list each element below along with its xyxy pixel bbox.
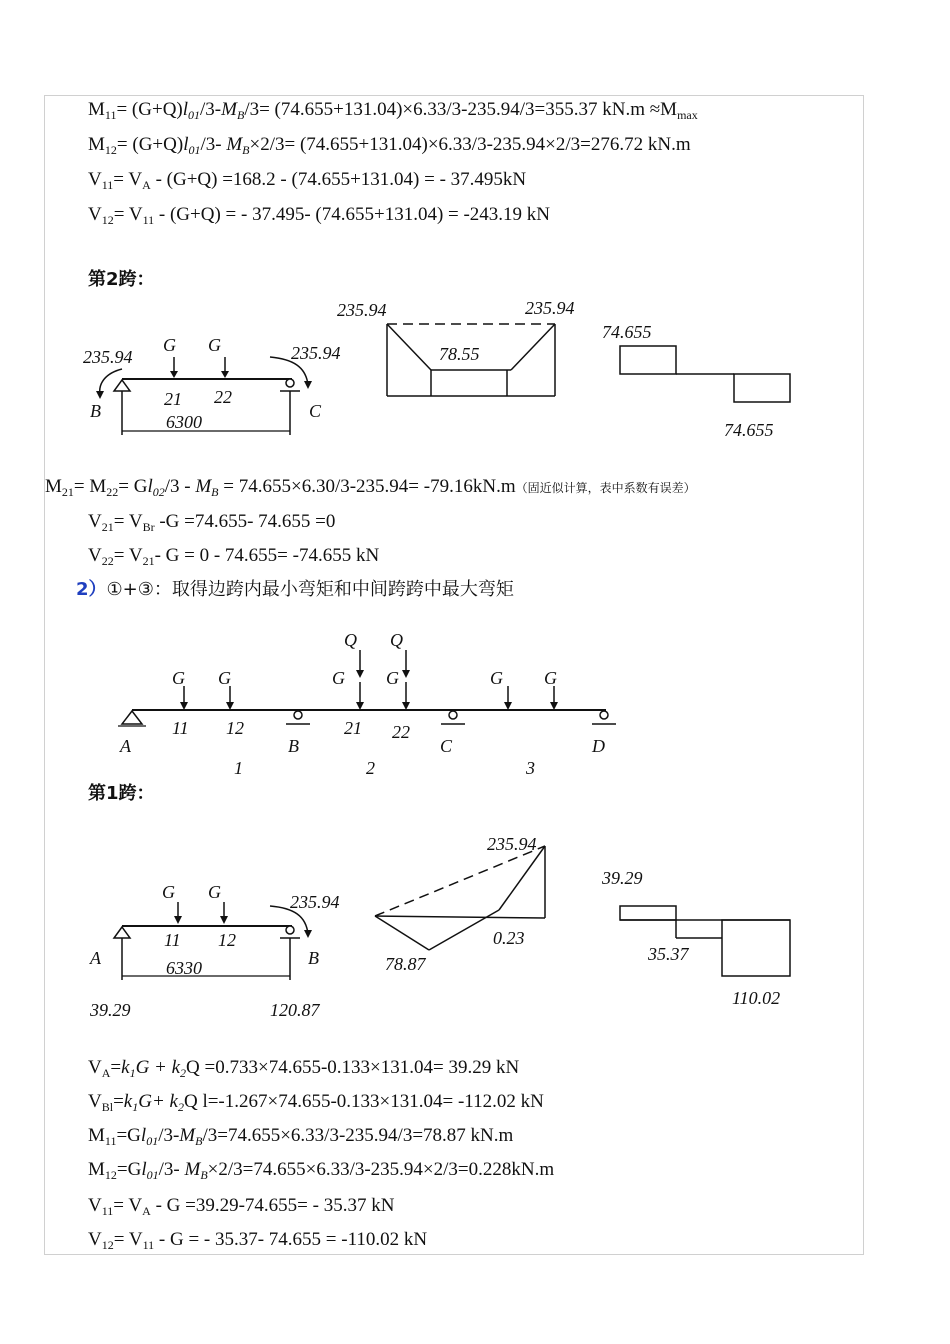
- formula-v11-top: $V_{11}= V_A - (G+Q) =168.2 - (74.655+131.04)$ = - 37.495kN: [88, 169, 527, 192]
- svg-text:G: G: [172, 668, 185, 688]
- svg-text:235.94: 235.94: [83, 347, 133, 367]
- svg-text:G: G: [163, 335, 176, 355]
- step-2-heading: 2）①+③：取得边跨内最小弯矩和中间跨跨中最大弯矩: [76, 579, 514, 600]
- svg-text:74.655: 74.655: [602, 322, 652, 342]
- svg-text:D: D: [592, 736, 605, 756]
- svg-text:235.94: 235.94: [525, 298, 575, 318]
- formula-v12-bottom: $V_{12}= V_{11} - G$ = - 35.37- 74.655 = -110.02 kN: [88, 1229, 428, 1252]
- span2-moment-diagram: [335, 292, 595, 412]
- formula-m12-top: $M_{12}= (G+Q)l_{01}/3-$ $M_B\times 2/3= (74.655+131.04)\times 6.33/3-235.94\times 2/3=276.72$ kN.m: [88, 134, 691, 157]
- formula-m21: $M_{21}= M_{22}= Gl_{02}/3 - M_B = 74.655\times 6.30/3-235.94= -79.16kN.m$（固近似计算，表中系数有误差）: [45, 476, 696, 499]
- svg-text:35.37: 35.37: [648, 944, 689, 964]
- svg-text:22: 22: [392, 722, 410, 742]
- svg-text:235.94: 235.94: [487, 834, 537, 854]
- svg-text:21: 21: [344, 718, 362, 738]
- svg-text:78.87: 78.87: [385, 954, 426, 974]
- formula-vbl: $V_{Bl}=k_1G+ k_2Q$ l=-1.267×74.655-0.133×131.04= -112.02 kN: [88, 1091, 544, 1114]
- svg-text:G: G: [386, 668, 399, 688]
- svg-text:12: 12: [226, 718, 244, 738]
- span1-shear-diagram: [600, 862, 800, 1012]
- svg-text:235.94: 235.94: [290, 892, 340, 912]
- svg-text:3: 3: [526, 758, 535, 778]
- svg-text:G: G: [490, 668, 503, 688]
- span2-shear-diagram: [600, 316, 800, 446]
- span2-beam-diagram: [78, 325, 358, 445]
- svg-text:78.55: 78.55: [439, 344, 480, 364]
- svg-text:74.655: 74.655: [724, 420, 774, 440]
- svg-text:G: G: [332, 668, 345, 688]
- svg-text:G: G: [162, 882, 175, 902]
- svg-text:6300: 6300: [166, 412, 202, 432]
- span1-heading: 第1跨：: [88, 783, 155, 804]
- formula-v12-top: $V_{12}= V_{11} - (G+Q)$ = - 37.495- (74.655+131.04) = -243.19 kN: [88, 204, 551, 227]
- svg-text:Q: Q: [344, 630, 357, 650]
- svg-text:Q: Q: [390, 630, 403, 650]
- svg-text:39.29: 39.29: [90, 1000, 131, 1020]
- svg-text:A: A: [120, 736, 131, 756]
- svg-text:6330: 6330: [166, 958, 202, 978]
- formula-v22: $V_{22}= V_{21}-$ G = 0 - 74.655= -74.655 kN: [88, 545, 380, 568]
- svg-text:C: C: [440, 736, 453, 756]
- formula-m11-top: $M_{11}= (G+Q)l_{01}/3-M_B/3= (74.655+131.04)\times 6.33/3-235.94/3=355.37$ $kN.m \approx M_{max}$: [88, 99, 698, 122]
- svg-text:1: 1: [234, 758, 243, 778]
- svg-text:G: G: [218, 668, 231, 688]
- svg-text:110.02: 110.02: [732, 988, 781, 1008]
- svg-text:0.23: 0.23: [493, 928, 525, 948]
- svg-text:G: G: [208, 882, 221, 902]
- svg-text:235.94: 235.94: [291, 343, 341, 363]
- svg-text:B: B: [288, 736, 299, 756]
- svg-text:120.87: 120.87: [270, 1000, 320, 1020]
- svg-text:G: G: [544, 668, 557, 688]
- svg-text:B: B: [308, 948, 319, 968]
- svg-text:B: B: [90, 401, 101, 421]
- formula-v21: $V_{21}= V_{Br}$ -G =74.655- 74.655 =0: [88, 511, 336, 534]
- span1-beam-diagram: [82, 872, 362, 1022]
- svg-text:11: 11: [164, 930, 181, 950]
- svg-text:2: 2: [366, 758, 375, 778]
- formula-v11-bottom: $V_{11}= V_A - G =39.29-74.655= - 35.37$ kN: [88, 1195, 395, 1218]
- svg-text:235.94: 235.94: [337, 300, 387, 320]
- svg-text:39.29: 39.29: [602, 868, 643, 888]
- formula-m11-bottom: $M_{11}=Gl_{01}/3-M_B/3=74.655\times 6.33/3-235.94/3=78.87$ kN.m: [88, 1125, 514, 1148]
- svg-text:A: A: [90, 948, 101, 968]
- continuous-beam-diagram: [112, 622, 642, 782]
- svg-text:12: 12: [218, 930, 236, 950]
- span1-moment-diagram: [365, 830, 565, 980]
- formula-va: $V_A=k_1G + k_2Q =0.733\times 74.655-0.133\times 131.04= 39.29$ kN: [88, 1057, 520, 1080]
- formula-m12-bottom: $M_{12}=Gl_{01}/3-$ $M_B\times 2/3=74.655\times 6.33/3-235.94\times 2/3=0.228kN.m$: [88, 1159, 555, 1182]
- svg-text:G: G: [208, 335, 221, 355]
- span2-heading: 第2跨：: [88, 269, 155, 290]
- svg-text:21: 21: [164, 389, 182, 409]
- svg-text:22: 22: [214, 387, 232, 407]
- svg-text:11: 11: [172, 718, 189, 738]
- svg-text:C: C: [309, 401, 322, 421]
